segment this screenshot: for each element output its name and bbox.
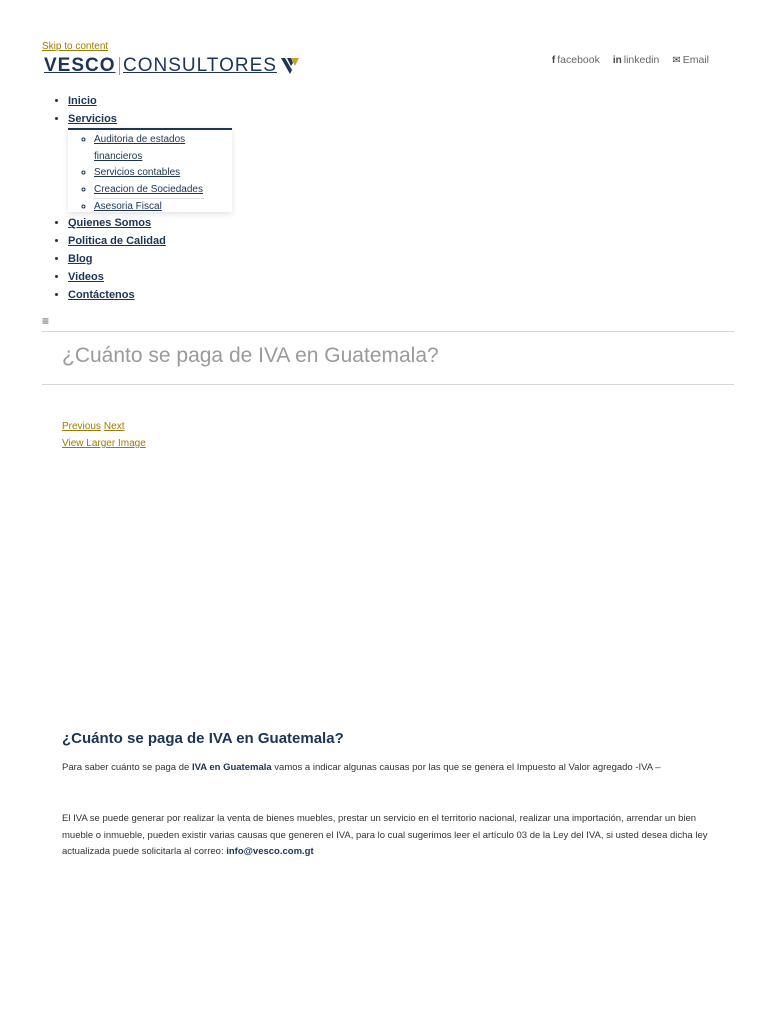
p1-text-after: vamos a indicar algunas causas por las que se genera el Impuesto al Valor agregado -IVA – [271, 762, 661, 773]
facebook-icon: f [551, 54, 556, 66]
nav-link-inicio[interactable]: Inicio [68, 95, 97, 107]
view-larger-image-link[interactable]: View Larger Image [62, 438, 146, 449]
facebook-label: facebook [557, 54, 600, 66]
email-link[interactable] [672, 54, 709, 66]
featured-image-placeholder [62, 460, 712, 710]
facebook-link[interactable] [552, 54, 600, 66]
nav-link-quienes-somos[interactable]: Quienes Somos [68, 217, 152, 229]
skip-to-content-link[interactable]: Skip to content [42, 41, 109, 52]
submenu-item-servicios-contables [94, 165, 232, 182]
nav-item-blog [68, 250, 342, 268]
submenu-link-creacion-de-sociedades[interactable]: Creacion de Sociedades [94, 183, 203, 195]
submenu-link-auditoria[interactable]: Auditoria de estados financieros [94, 134, 186, 162]
email-label: Email [682, 54, 709, 66]
nav-link-blog[interactable]: Blog [68, 253, 93, 265]
submenu-item-auditoria [94, 132, 232, 165]
main-navigation [42, 92, 342, 304]
gallery-next-link[interactable]: Next [103, 421, 125, 432]
linkedin-link[interactable] [613, 54, 660, 66]
logo-text-vesco: VESCO [44, 55, 116, 76]
logo-text-consultores: CONSULTORES [123, 55, 277, 76]
logo-v-mark-icon [281, 58, 299, 74]
submenu-item-asesoria-fiscal [94, 199, 232, 216]
p1-strong-keyword: IVA en Guatemala [191, 762, 272, 773]
nav-item-inicio [68, 92, 342, 110]
nav-item-quienes-somos [68, 214, 342, 232]
logo-divider [119, 57, 121, 75]
gallery-previous-link[interactable]: Previous [62, 421, 101, 432]
servicios-submenu [68, 128, 232, 212]
submenu-item-creacion-de-sociedades [94, 182, 232, 200]
menu-toggle-icon[interactable]: ≡ [42, 314, 50, 328]
nav-link-contactenos[interactable]: Contáctenos [68, 289, 135, 301]
p2-text: El IVA se puede generar por realizar la venta de bienes muebles, prestar un servicio en el territorio nacional, realizar una importación, arrendar un bien mueble o inmueble, pueden existir varias causas que generen el IVA, para lo cual sugerimos leer el artículo 03 de la Ley del IVA, si usted desea dicha ley actualizada puede solicitarla al correo: [62, 813, 708, 857]
submenu-link-asesoria-fiscal[interactable]: Asesoria Fiscal [94, 201, 162, 212]
site-logo[interactable] [44, 53, 299, 79]
contact-email[interactable]: info@vesco.com.gt [226, 846, 314, 857]
nav-link-videos[interactable]: Videos [68, 271, 104, 283]
nav-item-politica-de-calidad [68, 232, 342, 250]
nav-link-servicios[interactable]: Servicios [68, 113, 117, 125]
email-icon: ✉ [672, 54, 681, 66]
page-title: ¿Cuánto se paga de IVA en Guatemala? [62, 344, 439, 367]
article-paragraph-1 [62, 760, 712, 776]
p1-text-before: Para saber cuánto se paga de [62, 762, 192, 773]
linkedin-label: linkedin [623, 54, 660, 66]
gallery-navigation [62, 418, 149, 452]
nav-item-videos [68, 268, 342, 286]
social-links [552, 54, 709, 66]
nav-item-servicios [68, 110, 342, 128]
submenu-link-servicios-contables[interactable]: Servicios contables [94, 167, 181, 178]
article-paragraph-2 [62, 811, 712, 861]
title-divider-bottom [42, 384, 734, 385]
nav-item-contactenos [68, 286, 342, 304]
title-divider-top [42, 331, 734, 332]
linkedin-icon: in [612, 54, 622, 66]
article-title: ¿Cuánto se paga de IVA en Guatemala? [62, 730, 344, 747]
nav-link-politica-de-calidad[interactable]: Politica de Calidad [68, 235, 166, 247]
